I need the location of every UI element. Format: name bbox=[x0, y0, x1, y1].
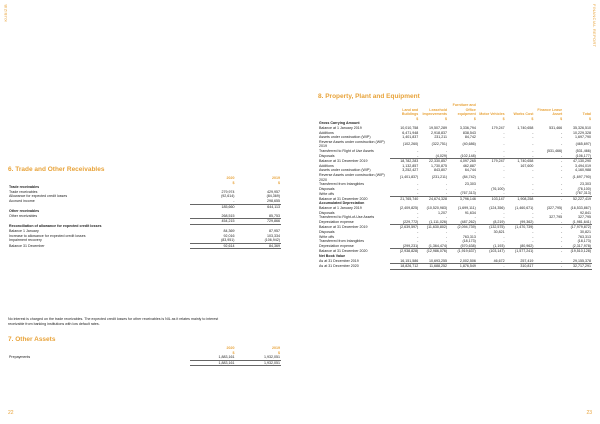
cell-value: - bbox=[534, 196, 563, 201]
cell-value: 257,419 bbox=[520, 258, 534, 263]
row-label: Transferred from Intangibles bbox=[319, 239, 365, 244]
cell-value: - bbox=[503, 163, 505, 168]
row-label: Disposals bbox=[319, 230, 335, 235]
row-label: Depreciation expense bbox=[319, 244, 354, 249]
cell-value: (17,979,872) bbox=[563, 225, 592, 230]
cell-value: 1,883,161 bbox=[218, 355, 235, 360]
cell-value: 454,215 bbox=[190, 219, 236, 225]
cell-value: - bbox=[560, 230, 563, 235]
cell-value: 35,326,510 bbox=[573, 125, 591, 130]
cell-value: - bbox=[532, 153, 534, 158]
row-label: Other receivables bbox=[9, 209, 40, 214]
cell-value: - bbox=[534, 249, 563, 254]
cell-value: 310,817 bbox=[506, 264, 535, 270]
cell-value: 3,494,019 bbox=[575, 163, 591, 168]
cell-value: (84,369) bbox=[266, 194, 280, 199]
cell-value: (2,094,739) bbox=[448, 225, 477, 230]
row-label: Allowance for expected credit losses bbox=[9, 194, 68, 199]
row-label: Reverse Assets under construction (WIP) 2019 bbox=[319, 139, 385, 149]
row-label: Trade receivables bbox=[9, 189, 38, 194]
cell-value: (10,520,983) bbox=[426, 206, 448, 211]
cell-value: 3,336,794 bbox=[459, 125, 476, 130]
cell-value: 179,247 bbox=[477, 159, 506, 164]
cell-value: 763,313 bbox=[578, 234, 591, 239]
header-blank bbox=[318, 103, 390, 117]
cell-value: - bbox=[503, 182, 505, 187]
cell-value: 763,313 bbox=[462, 234, 476, 239]
column-header: Land and Buildings bbox=[401, 107, 419, 117]
page-number-right: 23 bbox=[586, 410, 592, 416]
cell-value: (18,173) bbox=[462, 239, 476, 244]
cell-value: - bbox=[560, 186, 563, 191]
cell-value: - bbox=[532, 215, 534, 220]
cell-value: (92,614) bbox=[221, 194, 235, 199]
cell-value: - bbox=[445, 230, 448, 235]
cell-value: (106,942) bbox=[264, 238, 280, 243]
row-label: Disposals bbox=[319, 210, 335, 215]
cell-value: 24,674,328 bbox=[419, 196, 448, 201]
cell-value: - bbox=[503, 210, 505, 215]
cell-value: 22,330,857 bbox=[419, 159, 448, 164]
cell-value: - bbox=[474, 230, 476, 235]
cell-value: 19,507,289 bbox=[429, 125, 448, 130]
cell-value: - bbox=[417, 210, 419, 215]
cell-value: - bbox=[532, 230, 534, 235]
row-label: Transferred to Right-of-Use Assets bbox=[319, 215, 375, 220]
row-label: Additions bbox=[319, 130, 334, 135]
spine-left: KUBIZIB bbox=[3, 4, 8, 22]
cell-value: (531,466) bbox=[546, 148, 563, 153]
cell-value: 46,672 bbox=[493, 258, 505, 263]
cell-value: (299,231) bbox=[402, 243, 419, 248]
row-label: As at 31 December 2019 bbox=[319, 258, 359, 263]
cell-value: 185,660 bbox=[190, 204, 236, 209]
cell-value: 1,740,658 bbox=[517, 125, 534, 130]
currency-label: $ bbox=[531, 116, 534, 121]
cell-value: - bbox=[445, 148, 448, 153]
cell-value: 6,471,948 bbox=[402, 130, 419, 135]
cell-value: - bbox=[560, 135, 563, 140]
cell-value: - bbox=[560, 239, 563, 244]
receivables-note: No interest is charged on the trade receivables. The expected credit losses for other receivables is NIL as it relates mainly to interest receivable from banking institutions with low default rates. bbox=[8, 317, 219, 326]
other-assets-table bbox=[8, 346, 281, 366]
row-label: Assets under construction (WIP) bbox=[319, 135, 371, 140]
cell-value: - bbox=[534, 159, 563, 164]
cell-value: (1,697,790) bbox=[572, 175, 591, 180]
cell-value: - bbox=[532, 182, 534, 187]
row-label: Accrued income bbox=[9, 199, 35, 204]
row-label: Balance at 31 December 2020 bbox=[319, 249, 368, 254]
column-header: 2020 bbox=[226, 346, 235, 350]
cell-value: - bbox=[445, 215, 448, 220]
cell-value: - bbox=[532, 130, 534, 135]
cell-value: 298,655 bbox=[267, 198, 280, 203]
row-label: Disposals bbox=[319, 186, 335, 191]
row-label: Write offs bbox=[319, 191, 335, 196]
row-label: Trade receivables bbox=[9, 185, 40, 190]
cell-value: (99,362) bbox=[520, 219, 534, 224]
cell-value: (2,317,978) bbox=[572, 243, 591, 248]
cell-value: - bbox=[560, 210, 563, 215]
cell-value: - bbox=[560, 153, 563, 158]
cell-value: (1,470,739) bbox=[506, 225, 535, 230]
cell-value: (12,986,076) bbox=[419, 249, 448, 254]
cell-value: - bbox=[445, 191, 448, 196]
cell-value: 843,807 bbox=[434, 168, 448, 173]
cell-value: (102,148) bbox=[460, 153, 476, 158]
cell-value: 1,908,258 bbox=[506, 196, 535, 201]
cell-value: 1,132,857 bbox=[402, 163, 419, 168]
cell-value: 1,207 bbox=[438, 210, 448, 215]
cell-value: - bbox=[503, 239, 505, 244]
row-label: Balance 1 January bbox=[9, 229, 39, 234]
row-label: Other receivables bbox=[9, 214, 38, 218]
cell-value: - bbox=[417, 191, 419, 196]
cell-value: - bbox=[417, 186, 419, 191]
cell-value: (1,193) bbox=[493, 243, 505, 248]
currency-label: $ bbox=[232, 180, 235, 185]
cell-value: 268,515 bbox=[221, 213, 235, 218]
cell-value: - bbox=[560, 243, 563, 248]
cell-value: 1,740,658 bbox=[506, 159, 535, 164]
cell-value: (1,699,111) bbox=[457, 206, 476, 211]
cell-value: 18,782,283 bbox=[390, 159, 419, 164]
cell-value: 3,796,146 bbox=[448, 196, 477, 201]
cell-value: 4,097,265 bbox=[448, 159, 477, 164]
row-label bbox=[8, 360, 190, 366]
cell-value: - bbox=[233, 198, 235, 203]
cell-value: 92,841 bbox=[580, 210, 591, 215]
cell-value: 644,113 bbox=[236, 204, 282, 209]
cell-value: 10,010,758 bbox=[400, 125, 419, 130]
cell-value: 2,918,837 bbox=[431, 130, 448, 135]
cell-value: (2,639,597) bbox=[390, 225, 419, 230]
cell-value: 18,826,712 bbox=[390, 264, 419, 270]
cell-value: (80,962) bbox=[520, 243, 534, 248]
cell-value: - bbox=[560, 168, 563, 173]
cell-value: - bbox=[503, 191, 505, 196]
cell-value: - bbox=[445, 182, 448, 187]
cell-value: - bbox=[417, 234, 419, 239]
cell-value: - bbox=[417, 215, 419, 220]
cell-value: 3,252,427 bbox=[402, 168, 419, 173]
column-header: Works Cost bbox=[513, 112, 534, 117]
cell-value: 1,932,051 bbox=[264, 355, 280, 360]
cell-value: (465,697) bbox=[575, 142, 591, 147]
cell-value: - bbox=[445, 186, 448, 191]
cell-value: - bbox=[474, 215, 476, 220]
cell-value: 92,016 bbox=[223, 233, 235, 238]
cell-value: 1,401,837 bbox=[402, 135, 419, 140]
cell-value: - bbox=[560, 191, 563, 196]
cell-value: - bbox=[532, 142, 534, 147]
row-label: Reconciliation of allowance for expected credit losses bbox=[9, 224, 102, 229]
cell-value: - bbox=[417, 230, 419, 235]
cell-value: (18,173) bbox=[577, 239, 591, 244]
cell-value: 91,634 bbox=[464, 210, 476, 215]
row-label: Transferred from Intangibles bbox=[319, 182, 365, 187]
cell-value: 21,765,740 bbox=[390, 196, 419, 201]
row-label: Balance at 1 January 2019 bbox=[319, 206, 362, 211]
currency-label: $ bbox=[278, 350, 280, 355]
cell-value: (1,364,474) bbox=[428, 243, 448, 248]
cell-value: 1,876,549 bbox=[448, 264, 477, 270]
cell-value: 10,229,328 bbox=[573, 130, 591, 135]
cell-value: 1,883,161 bbox=[190, 360, 236, 366]
cell-value: 92,614 bbox=[190, 243, 236, 249]
cell-value: - bbox=[474, 186, 476, 191]
cell-value: (322,751) bbox=[431, 142, 448, 147]
cell-value: 29,155,378 bbox=[573, 258, 591, 263]
cell-value: - bbox=[560, 234, 563, 239]
cell-value: - bbox=[532, 186, 534, 191]
cell-value: - bbox=[532, 239, 534, 244]
cell-value: - bbox=[503, 130, 505, 135]
cell-value: (531,466) bbox=[575, 148, 591, 153]
cell-value: - bbox=[503, 215, 505, 220]
cell-value: (487,262) bbox=[460, 219, 476, 224]
cell-value: (1,460,671) bbox=[515, 206, 534, 211]
cell-value: (16,533,867) bbox=[570, 206, 591, 211]
row-label: Assets under construction (WIP) bbox=[319, 168, 371, 173]
page-number-left: 22 bbox=[8, 410, 14, 416]
cell-value: 1,932,051 bbox=[236, 360, 282, 366]
currency-label: $ bbox=[473, 116, 476, 121]
cell-value: - bbox=[417, 182, 419, 187]
cell-value: 462,887 bbox=[462, 163, 476, 168]
cell-value: - bbox=[532, 191, 534, 196]
header-row bbox=[318, 103, 592, 117]
cell-value: 85,753 bbox=[269, 213, 280, 218]
spine-right: FINANCIAL REPORT bbox=[592, 4, 597, 48]
cell-value: - bbox=[532, 168, 534, 173]
cell-value: (19,510,128) bbox=[563, 249, 592, 254]
currency-label: $ bbox=[278, 180, 280, 185]
cell-value: (231,211) bbox=[431, 175, 448, 180]
column-header: Total bbox=[582, 112, 591, 117]
receivables-table bbox=[8, 176, 281, 249]
cell-value: - bbox=[474, 148, 476, 153]
cell-value: 729,866 bbox=[236, 219, 282, 225]
cell-value: - bbox=[503, 175, 505, 180]
row-label: Balance at 31 December 2019 bbox=[319, 225, 368, 230]
cell-value: - bbox=[534, 225, 563, 230]
cell-value: - bbox=[503, 234, 505, 239]
cell-value: 52,227,419 bbox=[563, 196, 592, 201]
row-label: Balance at 1 January 2019 bbox=[319, 125, 362, 130]
cell-value: (229,772) bbox=[402, 219, 419, 224]
cell-value: 30,821 bbox=[493, 230, 505, 235]
cell-value: 87,957 bbox=[269, 229, 280, 234]
currency-label: $ bbox=[560, 116, 563, 121]
cell-value: (76,100) bbox=[577, 186, 591, 191]
cell-value: (2,409,825) bbox=[399, 206, 419, 211]
row-label: Additions bbox=[319, 163, 334, 168]
cell-value: 327,795 bbox=[549, 215, 563, 220]
row-label: Accumulated Depreciation bbox=[319, 201, 365, 206]
cell-value: 531,466 bbox=[549, 125, 563, 130]
cell-value: 103,147 bbox=[477, 196, 506, 201]
cell-value: 23,303 bbox=[464, 182, 476, 187]
cell-value: (1,981,641) bbox=[572, 219, 591, 224]
cell-value: - bbox=[417, 148, 419, 153]
cell-value: (8,219) bbox=[493, 219, 505, 224]
cell-value: 429,957 bbox=[267, 189, 280, 194]
section-7-title: 7. Other Assets bbox=[8, 336, 56, 343]
column-header: Finance Lease Asset bbox=[537, 107, 563, 117]
cell-value: - bbox=[503, 142, 505, 147]
cell-value: - bbox=[560, 219, 563, 224]
cell-value: - bbox=[560, 163, 563, 168]
column-header: 2019 bbox=[272, 346, 280, 350]
currency-label: $ bbox=[502, 116, 505, 121]
row-label: Increase to allowance for expected credit losses bbox=[9, 233, 86, 238]
cell-value: (767,313) bbox=[460, 191, 476, 196]
column-header: 2020 bbox=[226, 176, 235, 180]
column-header: Furniture and Office equipment bbox=[452, 103, 476, 117]
section-6-title: 6. Trade and Other Receivables bbox=[8, 166, 105, 173]
cell-value: (1,111,026) bbox=[429, 219, 448, 224]
cell-value: 30,821 bbox=[580, 230, 591, 235]
cell-value: 16,151,586 bbox=[400, 258, 419, 263]
cell-value: 2,002,506 bbox=[459, 258, 476, 263]
cell-value: (132,575) bbox=[477, 225, 506, 230]
section-8-title: 8. Property, Plant and Equipment bbox=[318, 93, 420, 100]
cell-value: 179,247 bbox=[491, 125, 505, 130]
cell-value: - bbox=[560, 142, 563, 147]
cell-value: 84,369 bbox=[223, 229, 235, 234]
column-header: Leasehold Improvements bbox=[422, 107, 448, 117]
cell-value: (103,147) bbox=[477, 249, 506, 254]
cell-value: 1,697,790 bbox=[575, 135, 591, 140]
cell-value: 103,334 bbox=[267, 233, 280, 238]
cell-value: - bbox=[445, 239, 448, 244]
row-label: Disposals bbox=[319, 153, 335, 158]
currency-label: $ bbox=[589, 116, 591, 121]
cell-value: - bbox=[560, 130, 563, 135]
cell-value: - bbox=[532, 135, 534, 140]
cell-value: 4,160,988 bbox=[575, 168, 591, 173]
ppe-table bbox=[318, 103, 592, 270]
cell-value: - bbox=[560, 182, 563, 187]
cell-value: (1,577,241) bbox=[506, 249, 535, 254]
table-row bbox=[8, 243, 281, 249]
cell-value: - bbox=[417, 153, 419, 158]
row-label: Depreciation expense bbox=[319, 220, 354, 225]
cell-value: (1,401,837) bbox=[399, 175, 419, 180]
cell-value: (327,795) bbox=[546, 206, 563, 211]
cell-value: (767,313) bbox=[575, 191, 591, 196]
cell-value: - bbox=[477, 264, 506, 270]
cell-value: (11,630,802) bbox=[419, 225, 448, 230]
row-label: Impairment recovery bbox=[9, 238, 42, 243]
cell-value: (2,938,828) bbox=[390, 249, 419, 254]
cell-value: - bbox=[532, 175, 534, 180]
cell-value: (1,919,637) bbox=[448, 249, 477, 254]
cell-value: - bbox=[417, 239, 419, 244]
row-label: Balance at 31 December 2019 bbox=[319, 158, 368, 163]
row-label: Reverse Assets under construction (WIP) 2020 bbox=[319, 172, 385, 182]
cell-value: (4,029) bbox=[435, 153, 448, 158]
cell-value: 838,543 bbox=[462, 130, 476, 135]
table-row bbox=[318, 173, 592, 182]
cell-value: (106,177) bbox=[575, 153, 591, 158]
column-header: Motor Vehicles bbox=[479, 112, 505, 117]
row-label: Net Book Value bbox=[319, 254, 346, 258]
cell-value: (84,742) bbox=[462, 175, 476, 180]
cell-value: 10,693,255 bbox=[429, 258, 448, 263]
row-label: Balance at 31 December 2020 bbox=[319, 196, 368, 201]
cell-value: 32,717,291 bbox=[563, 264, 592, 270]
row-label: Write offs bbox=[319, 234, 335, 239]
table-row bbox=[318, 140, 592, 149]
cell-value: 84,742 bbox=[464, 135, 476, 140]
cell-value: (570,638) bbox=[460, 243, 476, 248]
cell-value: - bbox=[503, 148, 505, 153]
cell-value: - bbox=[560, 258, 563, 263]
cell-value: 84,369 bbox=[236, 243, 282, 249]
cell-value: 47,130,290 bbox=[563, 159, 592, 164]
cell-value: - bbox=[532, 210, 534, 215]
cell-value: - bbox=[532, 234, 534, 239]
row-label: Balance 31 December bbox=[9, 243, 45, 248]
cell-value: (76,100) bbox=[491, 186, 505, 191]
cell-value: - bbox=[534, 264, 563, 270]
cell-value: - bbox=[445, 234, 448, 239]
cell-value: 279,974 bbox=[221, 189, 235, 194]
row-label: Gross Carrying Amount bbox=[319, 121, 360, 126]
cell-value: (40,686) bbox=[462, 142, 476, 147]
cell-value: - bbox=[532, 148, 534, 153]
cell-value: 11,688,252 bbox=[419, 264, 448, 270]
row-label: Prepayments bbox=[9, 355, 31, 360]
currency-label: $ bbox=[416, 116, 419, 121]
column-header: 2019 bbox=[272, 176, 280, 180]
cell-value: 23,303 bbox=[580, 182, 591, 187]
cell-value: 1,730,875 bbox=[431, 163, 448, 168]
cell-value: (124,356) bbox=[489, 206, 505, 211]
cell-value: 231,211 bbox=[434, 135, 448, 140]
cell-value: - bbox=[560, 175, 563, 180]
cell-value: (83,951) bbox=[221, 238, 235, 243]
currency-label: $ bbox=[232, 350, 235, 355]
row-label: Transferred to Right of Use Assets bbox=[319, 148, 374, 153]
table-row bbox=[8, 360, 281, 366]
currency-label: $ bbox=[445, 116, 448, 121]
cell-value: - bbox=[503, 153, 505, 158]
cell-value: - bbox=[503, 168, 505, 173]
cell-value: 167,600 bbox=[520, 163, 534, 168]
cell-value: (102,260) bbox=[402, 142, 419, 147]
row-label: As at 31 December 2020 bbox=[319, 264, 359, 269]
cell-value: 64,744 bbox=[464, 168, 476, 173]
table-row bbox=[318, 264, 592, 270]
cell-value: - bbox=[503, 135, 505, 140]
cell-value: 327,795 bbox=[578, 215, 591, 220]
